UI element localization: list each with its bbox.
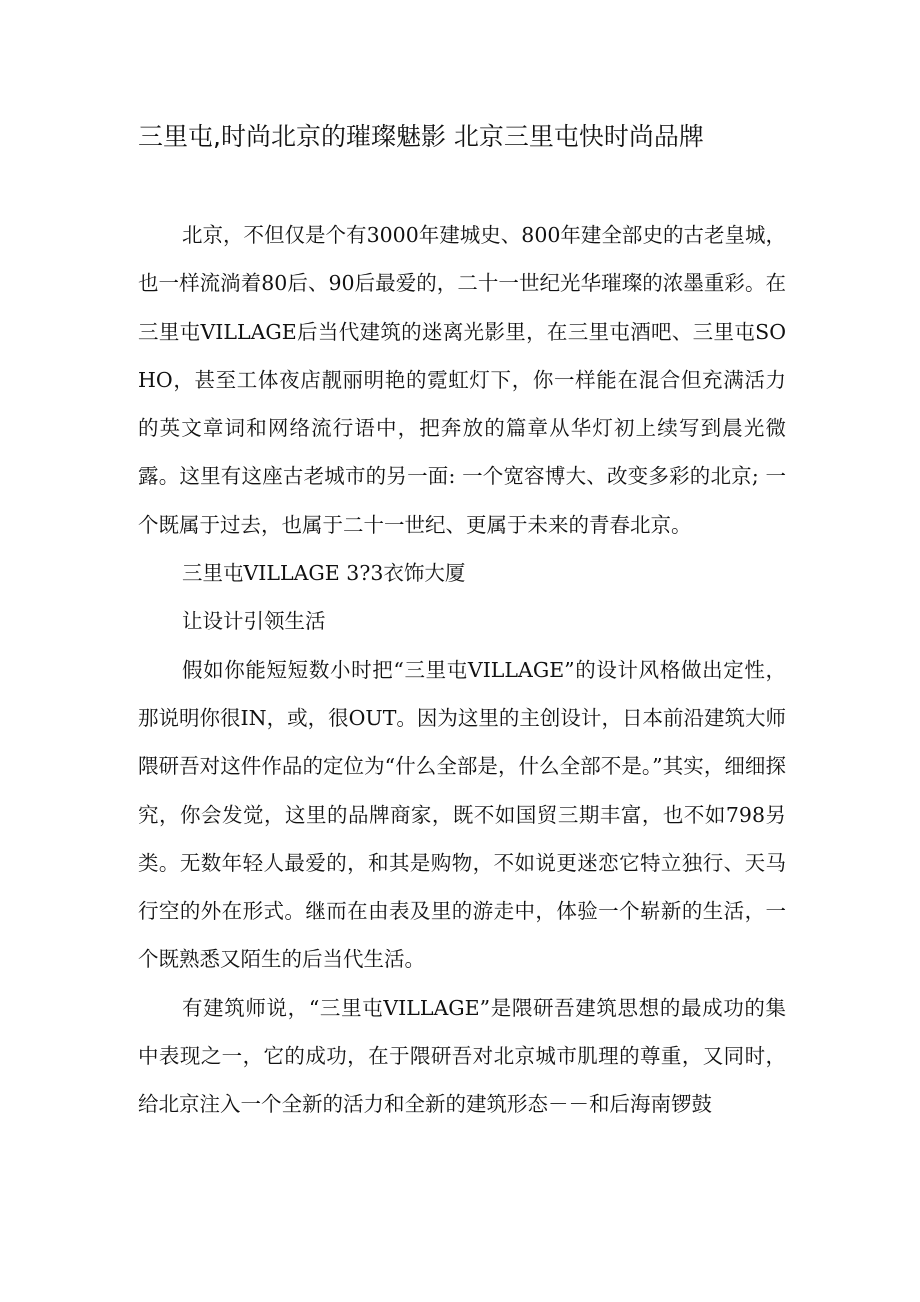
paragraph-architect-opinion: 有建筑师说，“三里屯VILLAGE”是隈研吾建筑思想的最成功的集中表现之一，它的成功，在于隈研吾对北京城市肌理的尊重，又同时，给北京注入一个全新的活力和全新的建筑形态－－和后海南锣鼓 bbox=[138, 995, 786, 1117]
paragraph-intro: 北京，不但仅是个有3000年建城史、800年建全部史的古老皇城，也一样流淌着80后、90后最爱的，二十一世纪光华璀璨的浓墨重彩。在三里屯VILLAGE后当代建筑的迷离光影里，在三里屯酒吧、三里屯SOHO，甚至工体夜店靓丽明艳的霓虹灯下，你一样能在混合但充满活力的英文章词和网络流行语中，把奔放的篇章从华灯初上续写到晨光微露。这里有这座古老城市的另一面: 一个宽容博大、改变多彩的北京; 一个既属于过去，也属于二十一世纪、更属于未来的青春北京。 bbox=[138, 223, 786, 537]
paragraph-subheading-village: 三里屯VILLAGE 3?3衣饰大厦 bbox=[182, 561, 466, 586]
document-title: 三里屯,时尚北京的璀璨魅影 北京三里屯快时尚品牌 bbox=[138, 122, 704, 151]
document-body bbox=[138, 211, 786, 1129]
paragraph-design-style: 假如你能短短数小时把“三里屯VILLAGE”的设计风格做出定性，那说明你很IN，或，很OUT。因为这里的主创设计，日本前沿建筑大师隈研吾对这件作品的定位为“什么全部是，什么全部不是。”其实，细细探究，你会发觉，这里的品牌商家，既不如国贸三期丰富，也不如798另类。无数年轻人最爱的，和其是购物，不如说更迷恋它特立独行、天马行空的外在形式。继而在由表及里的游走中，体验一个崭新的生活，一个既熟悉又陌生的后当代生活。 bbox=[138, 657, 786, 972]
paragraph-subheading-design: 让设计引领生活 bbox=[182, 609, 326, 634]
